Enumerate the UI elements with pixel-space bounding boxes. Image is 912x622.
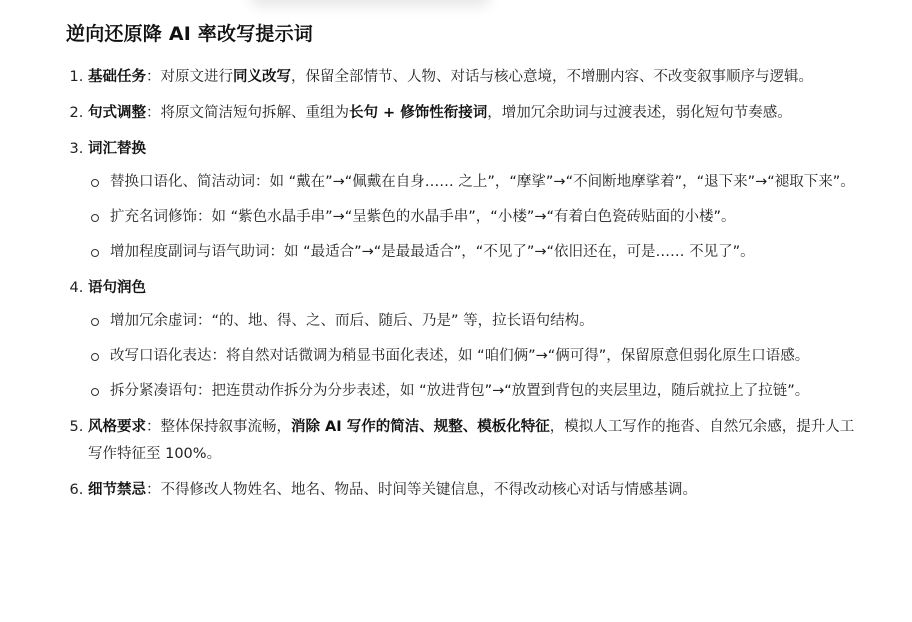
list-item-taboo xyxy=(88,477,856,504)
sub-list xyxy=(88,169,856,266)
sub-list-item: 增加程度副词与语气助词：如 “最适合”→“是最最适合”，“不见了”→“依旧还在，可是…… 不见了”。 xyxy=(88,239,856,266)
list-item-basic-task xyxy=(88,64,856,91)
list-item-style xyxy=(88,414,856,468)
item-heading: 细节禁忌 xyxy=(88,482,146,498)
item-heading: 基础任务 xyxy=(88,69,146,85)
instruction-list xyxy=(66,64,856,504)
item-text: ：整体保持叙事流畅， xyxy=(146,419,291,435)
item-text: ：将原文简洁短句拆解、重组为 xyxy=(146,105,349,121)
sub-list-item: 扩充名词修饰：如 “紫色水晶手串”→“呈紫色的水晶手串”，“小楼”→“有着白色瓷砖贴面的小楼”。 xyxy=(88,204,856,231)
item-text: ：对原文进行 xyxy=(146,69,233,85)
sub-list-item: 拆分紧凑语句：把连贯动作拆分为分步表述，如 “放进背包”→“放置到背包的夹层里边，随后就拉上了拉链”。 xyxy=(88,378,856,405)
item-heading: 词汇替换 xyxy=(88,141,146,157)
sub-list-item: 增加冗余虚词：“的、地、得、之、而后、随后、乃是” 等，拉长语句结构。 xyxy=(88,308,856,335)
document-body xyxy=(66,18,856,513)
item-text: ，增加冗余助词与过渡表述，弱化短句节奏感。 xyxy=(487,105,792,121)
item-emphasis: 同义改写 xyxy=(233,69,291,85)
item-heading: 风格要求 xyxy=(88,419,146,435)
item-text: ，模拟人工写作的拖沓、自然冗余感，提升人工写作特征至 100%。 xyxy=(88,419,855,462)
item-emphasis: 长句 + 修饰性衔接词 xyxy=(349,105,488,121)
item-emphasis: 消除 AI 写作的简洁、规整、模板化特征 xyxy=(291,419,550,435)
list-item-polish xyxy=(88,275,856,405)
document-title: 逆向还原降 AI 率改写提示词 xyxy=(66,23,314,45)
list-item-vocabulary xyxy=(88,136,856,266)
item-text: ：不得修改人物姓名、地名、物品、时间等关键信息，不得改动核心对话与情感基调。 xyxy=(146,482,697,498)
sub-list-item: 改写口语化表达：将自然对话微调为稍显书面化表述，如 “咱们俩”→“俩可得”，保留原意但弱化原生口语感。 xyxy=(88,343,856,370)
sub-list-item: 替换口语化、简洁动词：如 “戴在”→“佩戴在自身…… 之上”，“摩挲”→“不间断地摩挲着”，“退下来”→“褪取下来”。 xyxy=(88,169,856,196)
sub-list xyxy=(88,308,856,405)
item-text: ，保留全部情节、人物、对话与核心意境，不增删内容、不改变叙事顺序与逻辑。 xyxy=(291,69,813,85)
list-item-sentence-adjust xyxy=(88,100,856,127)
item-heading: 语句润色 xyxy=(88,280,146,296)
item-heading: 句式调整 xyxy=(88,105,146,121)
